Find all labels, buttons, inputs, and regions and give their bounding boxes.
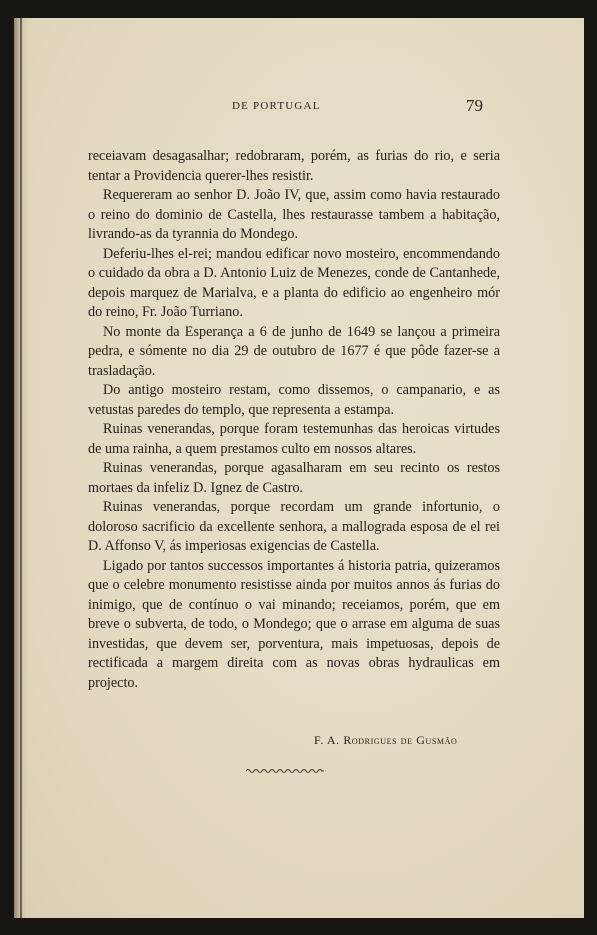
paragraph: Ligado por tantos successos importantes á historia patria, quizeramos que o celebre monumento resistisse ainda por muitos annos ás furias do inimigo, que de contínuo o vai minando; receiamos, porém, que em breve o subverta, de todo, o Mondego; que o arrase em alguma de suas investidas, que devem ser, porventura, mais impetuosas, depois de rectificada a margem direita com as novas obras hydraulicas em projecto. [88,557,500,691]
author-surname: Rodrigues de Gusmão [343,733,458,747]
author-initials: F. A. [314,733,340,747]
body-text [88,147,500,693]
paragraph: Ruinas venerandas, porque recordam um grande infortunio, o doloroso sacrificio da excellente senhora, a mallograda esposa de el rei D. Affonso V, ás imperiosas exigencias de Castella. [88,499,500,554]
binding-edge [20,18,22,918]
author-signature [314,733,457,748]
running-title: DE PORTUGAL [232,100,321,112]
paragraph: Requereram ao senhor D. João IV, que, assim como havia restaurado o reino do dominio de Castella, lhes restaurasse tambem a habitação, livrando-as da tyrannia do Mondego. [88,187,500,242]
paragraph: No monte da Esperança a 6 de junho de 1649 se lançou a primeira pedra, e sómente no dia 29 de outubro de 1677 é que pôde fazer-se a trasladação. [88,323,500,379]
wavy-rule-ornament [246,767,324,775]
book-page [14,18,584,918]
book-gutter [14,18,28,918]
paragraph: Ruinas venerandas, porque agasalharam em seu recinto os restos mortaes da infeliz D. Ignez de Castro. [88,460,500,496]
paragraph: Ruinas venerandas, porque foram testemunhas das heroicas virtudes de uma rainha, a quem prestamos culto em nossos altares. [88,421,500,457]
running-header [14,96,584,120]
paragraph: Deferiu-lhes el-rei; mandou edificar novo mosteiro, encommendando o cuidado da obra a D. Antonio Luiz de Menezes, conde de Cantanhede, depois marquez de Marialva, e a planta do edificio ao engenheiro mór do reino, Fr. João Turriano. [88,245,500,320]
paragraph: receiavam desagasalhar; redobraram, porém, as furias do rio, e seria tentar a Providencia querer-lhes resistir. [88,148,500,184]
page-number: 79 [466,96,483,115]
paragraph: Do antigo mosteiro restam, como dissemos, o campanario, e as vetustas paredes do templo, que representa a estampa. [88,382,500,418]
